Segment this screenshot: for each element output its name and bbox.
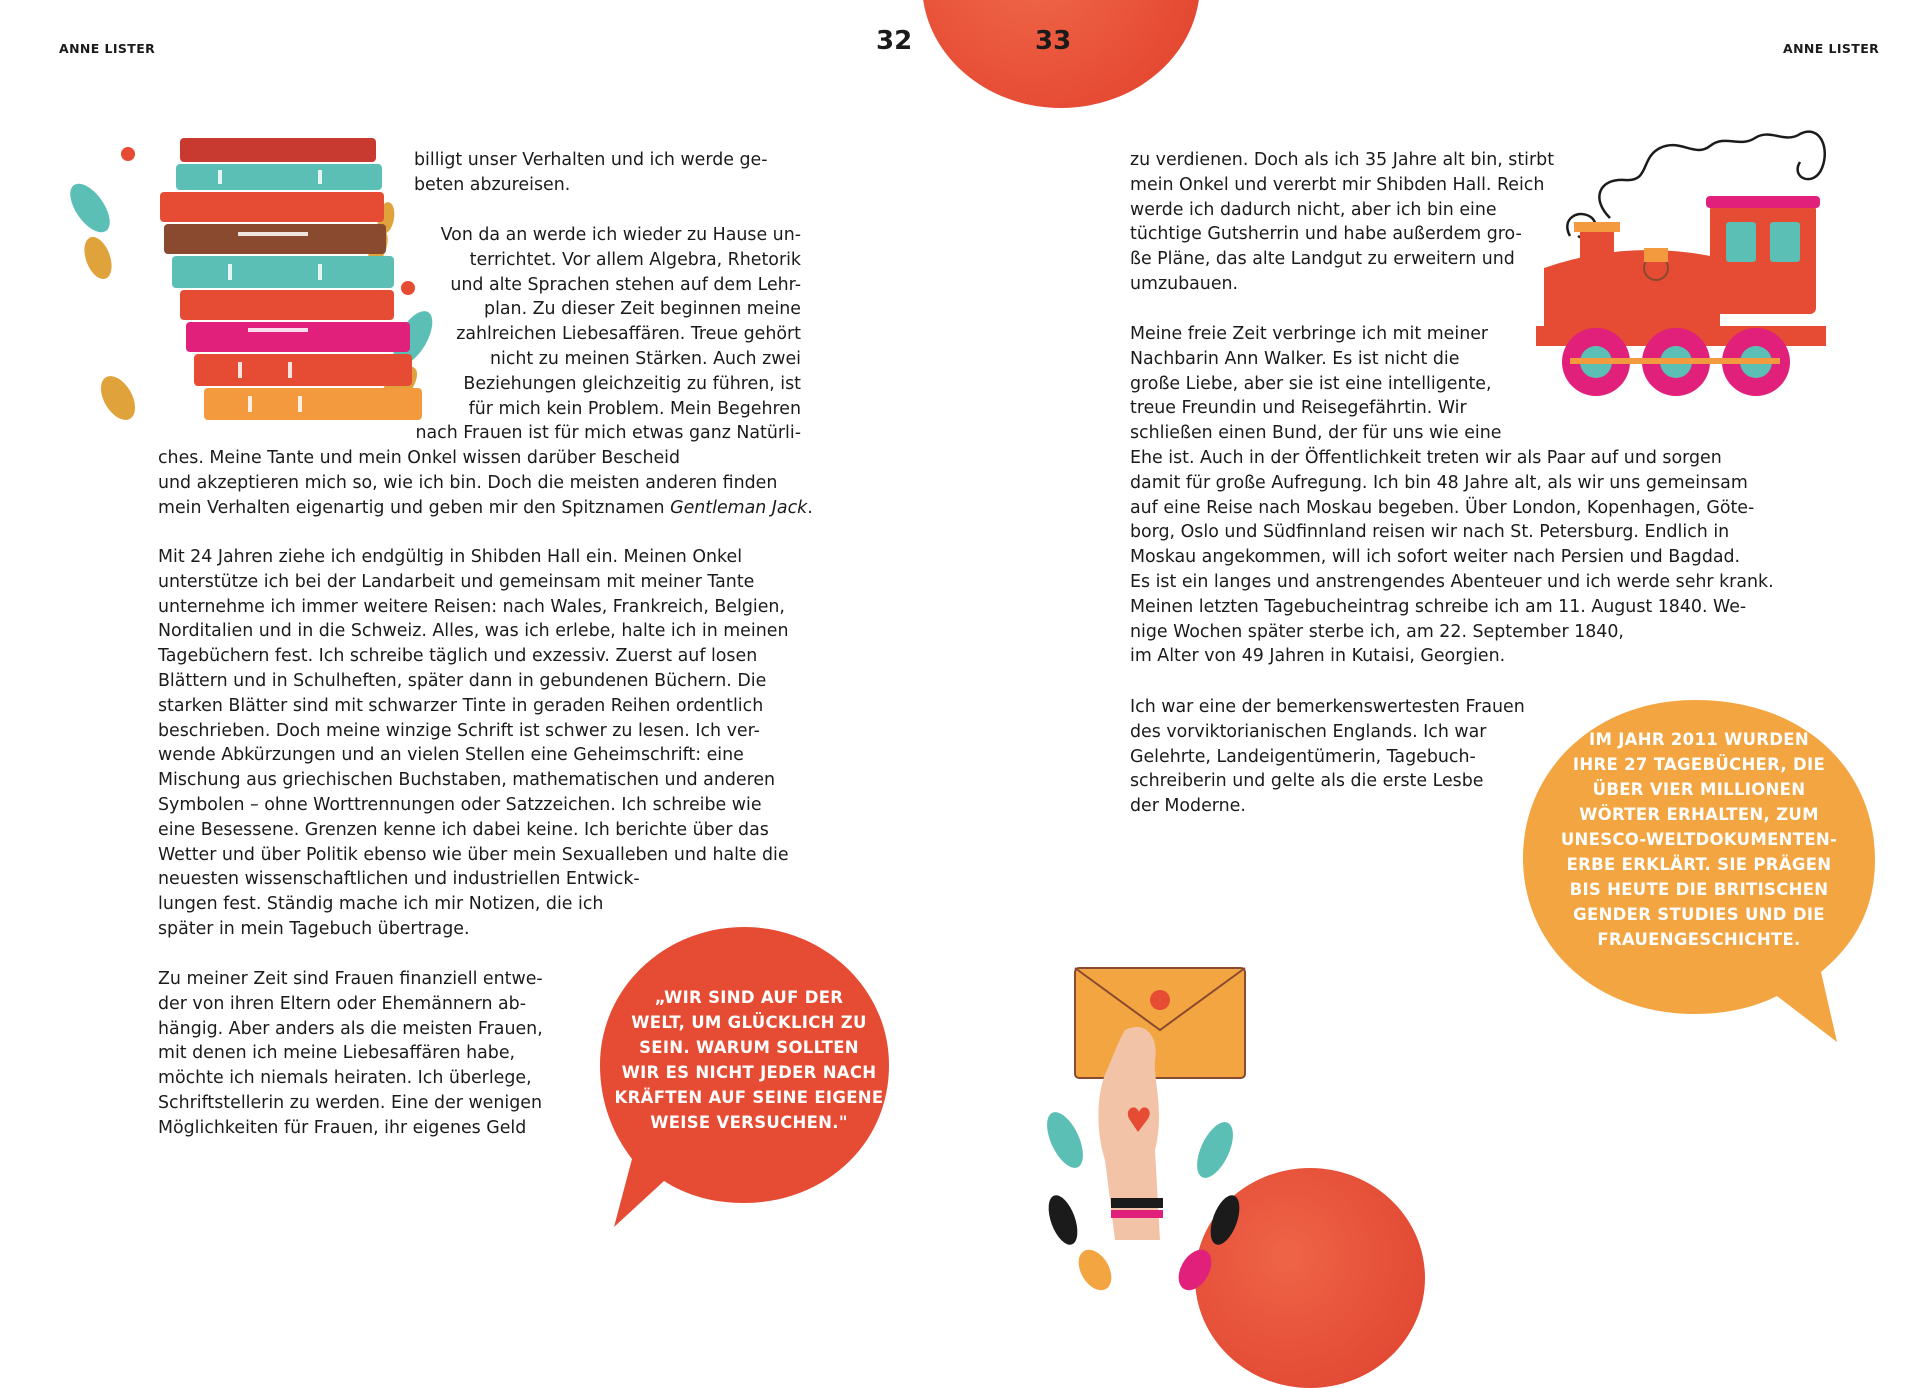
left-page [0,0,960,1294]
page-number: 33 [1035,26,1072,56]
right-page [960,0,1920,1294]
paragraph-3: Mit 24 Jahren ziehe ich endgültig in Shibden Hall ein. Meinen Onkel unterstütze ich bei der Landarbeit und gemeinsam mit meiner Tante unternehme ich immer weitere Reisen: nach Wales, Frankreich, Belgien, Norditalien und in die Schweiz. Alles, was ich erlebe, halte ich in meinen Tagebüchern fest. Ich schreibe täglich und exzessiv. Zuerst auf losen Blättern und in Schulheften, später dann in gebundenen Büchern. Die starken Blätter sind mit schwarzer Tinte in geraden Reihen ordentlich beschrieben. Doch meine winzige Schrift ist schwer zu lesen. Ich ver- wende Abkürzungen und an vielen Stellen eine Geheimschrift: eine Mischung aus griechischen Buchstaben, mathematischen und anderen Symbolen – ohne Worttrennungen oder Satzzeichen. Ich schreibe wie eine Besessene. Grenzen kenne ich dabei keine. Ich berichte über das Wetter und über Politik ebenso wie über mein Sexualleben und halte die neuesten wissenschaftlichen und industriellen Entwick- lungen fest. Ständig mache ich mir Notizen, die ich später in mein Tagebuch übertrage. [158,547,789,939]
fact-text: IM JAHR 2011 WURDEN IHRE 27 TAGEBÜCHER, DIE ÜBER VIER MILLIONEN WÖRTER ERHALTEN, ZUM UNESCO-WELTDOKUMENTEN- ERBE ERKLÄRT. SIE PRÄGEN BIS HEUTE DIE BRITISCHEN GENDER STUDIES UND DIE FRAUENGESCHICHTE. [1560,730,1838,949]
hand-holding-envelope-illustration [1035,960,1255,1294]
paragraph-4: Zu meiner Zeit sind Frauen finanziell entwe- der von ihren Eltern oder Ehemännern ab- hängig. Aber anders als die meisten Frauen, mit denen ich meine Liebesaffären habe, möchte ich niemals heiraten. Ich überlege, Schriftstellerin zu werden. Eine der wenigen Möglichkeiten für Frauen, ihr eigenes Geld [158,969,543,1138]
paragraph-3: Ich war eine der bemerkenswertesten Frauen des vorviktorianischen Englands. Ich war Gelehrte, Landeigentümerin, Tagebuch- schreiberin und gelte als die erste Lesbe der Moderne. [1130,697,1525,817]
paragraph-2-end: . [807,497,813,518]
locomotive-wheels [1562,328,1790,396]
quote-text: „WIR SIND AUF DER WELT, UM GLÜCKLICH ZU SEIN. WARUM SOLLTEN WIR ES NICHT JEDER NACH KRÄFTEN AUF SEINE EIGENE WEISE VERSUCHEN." [614,988,884,1132]
paragraph-1: billigt unser Verhalten und ich werde ge- beten abzureisen. [414,150,768,195]
running-head: ANNE LISTER [1783,41,1880,56]
steam-locomotive-illustration [1530,118,1860,408]
paragraph-1: zu verdienen. Doch als ich 35 Jahre alt bin, stirbt mein Onkel und vererbt mir Shibden Hall. Reich werde ich dadurch nicht, aber ich bin eine tüchtige Gutsherrin und habe außerdem gro- ße Pläne, das alte Landgut zu erweitern und umzubauen. [1130,150,1555,294]
page-number: 32 [876,26,913,56]
envelope [1075,968,1245,1078]
paragraph-2-continued [158,446,813,520]
paragraph-2: Von da an werde ich wieder zu Hause un- terrichtet. Vor allem Algebra, Rhetorik und alte Sprachen stehen auf dem Lehr- plan. Zu dieser Zeit beginnen meine zahlreichen Liebesaffären. Treue gehört nicht zu meinen Stärken. Auch zwei Beziehungen gleichzeitig zu führen, ist für mich kein Problem. Mein Begehren nach Frauen ist für mich etwas ganz Natürli- [415,225,801,444]
locomotive-body [1536,196,1826,346]
paragraph-2-cont-text: ches. Meine Tante und mein Onkel wissen darüber Bescheid und akzeptieren mich so, wie ich bin. Doch die meisten anderen finden mein Verhalten eigenartig und geben mir den Spitznamen [158,448,778,518]
paragraph-2: Meine freie Zeit verbringe ich mit meiner Nachbarin Ann Walker. Es ist nicht die große Liebe, aber sie ist eine intelligente, treue Freundin und Reisegefährtin. Wir schließen einen Bund, der für uns wie eine Ehe ist. Auch in der Öffentlichkeit treten wir als Paar auf und sorgen damit für große Aufregung. Ich bin 48 Jahre alt, als wir uns gemeinsam auf eine Reise nach Moskau begeben. Über London, Kopenhagen, Göte- borg, Oslo und Südfinnland reisen wir nach St. Petersburg. Endlich in Moskau angekommen, will ich sofort weiter nach Persien und Bagdad. Es ist ein langes und anstrengendes Abenteuer und ich werde sehr krank. Meinen letzten Tagebucheintrag schreibe ich am 11. August 1840. We- nige Wochen später sterbe ich, am 22. September 1840, im Alter von 49 Jahren in Kutaisi, Georgien. [1130,324,1774,667]
running-head: ANNE LISTER [59,41,156,56]
nickname-italic: Gentleman Jack [670,497,808,518]
